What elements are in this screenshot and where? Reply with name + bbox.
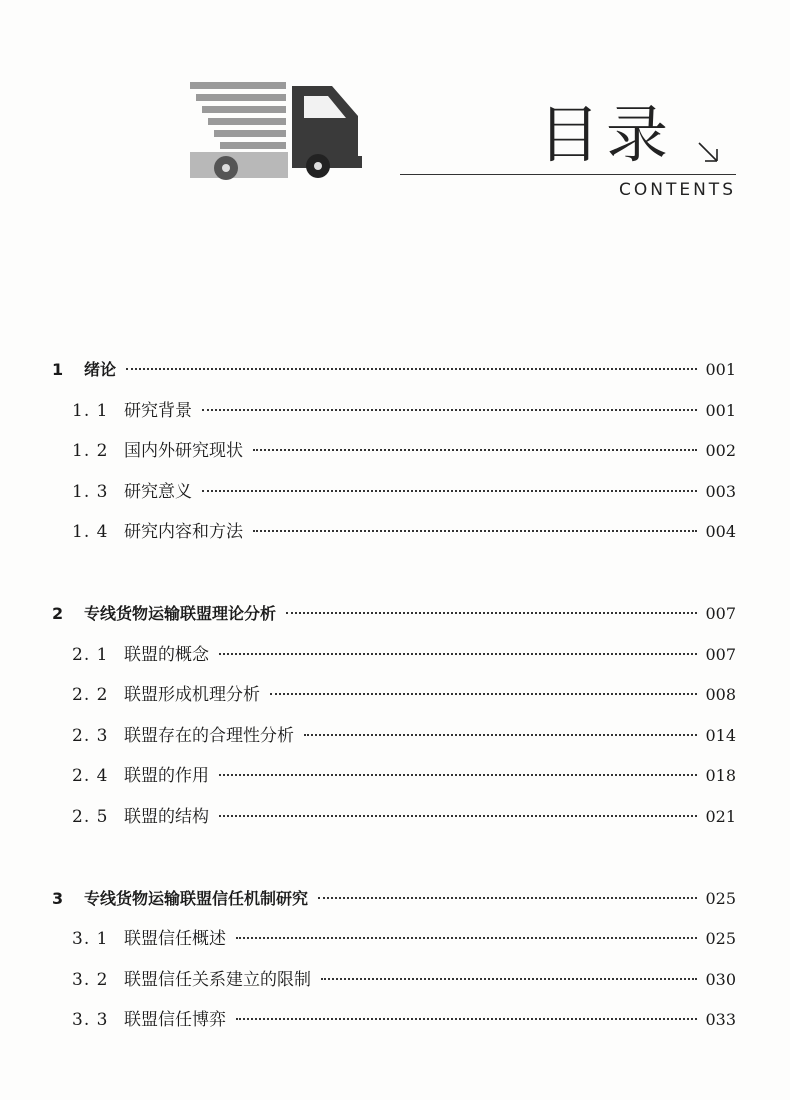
- dot-leader: [219, 653, 697, 655]
- entry-title: 研究背景: [124, 400, 192, 421]
- toc-header: [400, 100, 736, 200]
- page-number: 004: [705, 522, 736, 542]
- toc-entry[interactable]: [52, 431, 736, 472]
- page-number: 001: [705, 400, 736, 420]
- dot-leader: [219, 774, 697, 776]
- entry-number: 1. 4: [72, 522, 109, 543]
- title-divider: [400, 174, 736, 175]
- page-number: 001: [705, 360, 736, 379]
- toc-section: [52, 350, 736, 553]
- entry-number: 2. 5: [72, 806, 109, 827]
- page-number: 030: [705, 969, 736, 989]
- chapter-number: 2: [52, 603, 64, 623]
- entry-number: 1. 2: [72, 441, 109, 462]
- entry-number: 1. 3: [72, 481, 109, 502]
- dot-leader: [318, 897, 697, 899]
- entry-title: 联盟形成机理分析: [124, 685, 260, 706]
- dot-leader: [236, 1018, 697, 1020]
- toc-entry[interactable]: [52, 635, 736, 676]
- dot-leader: [270, 693, 697, 695]
- entry-title: 联盟信任概述: [124, 929, 226, 950]
- entry-number: 1. 1: [72, 400, 109, 421]
- toc-entry[interactable]: [52, 960, 736, 1001]
- dot-leader: [236, 937, 697, 939]
- page-number: 021: [705, 806, 736, 826]
- entry-number: 2. 3: [72, 725, 109, 746]
- entry-number: 2. 2: [72, 685, 109, 706]
- toc-section: [52, 594, 736, 838]
- toc-entry[interactable]: [52, 391, 736, 432]
- dot-leader: [126, 368, 697, 370]
- page-number: 033: [705, 1010, 736, 1030]
- dot-leader: [304, 734, 697, 736]
- truck-icon: [186, 72, 366, 188]
- dot-leader: [321, 978, 697, 980]
- entry-number: 3. 3: [72, 1010, 109, 1031]
- page-number: 007: [705, 644, 736, 664]
- toc-entry[interactable]: [52, 675, 736, 716]
- toc-entry[interactable]: [52, 472, 736, 513]
- entry-number: 3. 1: [72, 929, 109, 950]
- toc-entry[interactable]: [52, 797, 736, 838]
- page-number: 002: [705, 441, 736, 461]
- table-of-contents: [52, 350, 736, 1082]
- page-number: 008: [705, 685, 736, 705]
- page-number: 014: [705, 725, 736, 745]
- toc-chapter[interactable]: [52, 350, 736, 391]
- arrow-down-right-icon: [694, 138, 722, 166]
- entry-number: 3. 2: [72, 969, 109, 990]
- entry-title: 联盟的概念: [124, 644, 209, 665]
- dot-leader: [253, 449, 697, 451]
- toc-entry[interactable]: [52, 716, 736, 757]
- chapter-title: 专线货物运输联盟理论分析: [84, 603, 277, 623]
- entry-title: 研究意义: [124, 481, 192, 502]
- entry-title: 国内外研究现状: [124, 441, 243, 462]
- page-number: 025: [705, 929, 736, 949]
- dot-leader: [219, 815, 697, 817]
- toc-entry[interactable]: [52, 512, 736, 553]
- entry-title: 联盟的作用: [124, 766, 209, 787]
- toc-entry[interactable]: [52, 1000, 736, 1041]
- entry-title: 研究内容和方法: [124, 522, 243, 543]
- entry-title: 联盟的结构: [124, 806, 209, 827]
- page-number: 007: [705, 603, 736, 623]
- page-subtitle: CONTENTS: [619, 180, 736, 200]
- entry-title: 联盟信任博弈: [124, 1010, 226, 1031]
- entry-title: 联盟存在的合理性分析: [124, 725, 294, 746]
- chapter-number: 1: [52, 360, 64, 379]
- toc-entry[interactable]: [52, 919, 736, 960]
- dot-leader: [202, 490, 697, 492]
- page-number: 018: [705, 766, 736, 786]
- chapter-title: 绪论: [84, 360, 117, 379]
- page-number: 025: [705, 888, 736, 908]
- chapter-number: 3: [52, 888, 64, 908]
- page-number: 003: [705, 481, 736, 501]
- entry-title: 联盟信任关系建立的限制: [124, 969, 311, 990]
- page-title: 目录: [537, 98, 674, 171]
- dot-leader: [286, 612, 697, 614]
- toc-chapter[interactable]: [52, 879, 736, 920]
- chapter-title: 专线货物运输联盟信任机制研究: [84, 888, 309, 908]
- entry-number: 2. 1: [72, 644, 109, 665]
- dot-leader: [202, 409, 697, 411]
- entry-number: 2. 4: [72, 766, 109, 787]
- toc-entry[interactable]: [52, 756, 736, 797]
- dot-leader: [253, 530, 697, 532]
- toc-section: [52, 879, 736, 1041]
- toc-chapter[interactable]: [52, 594, 736, 635]
